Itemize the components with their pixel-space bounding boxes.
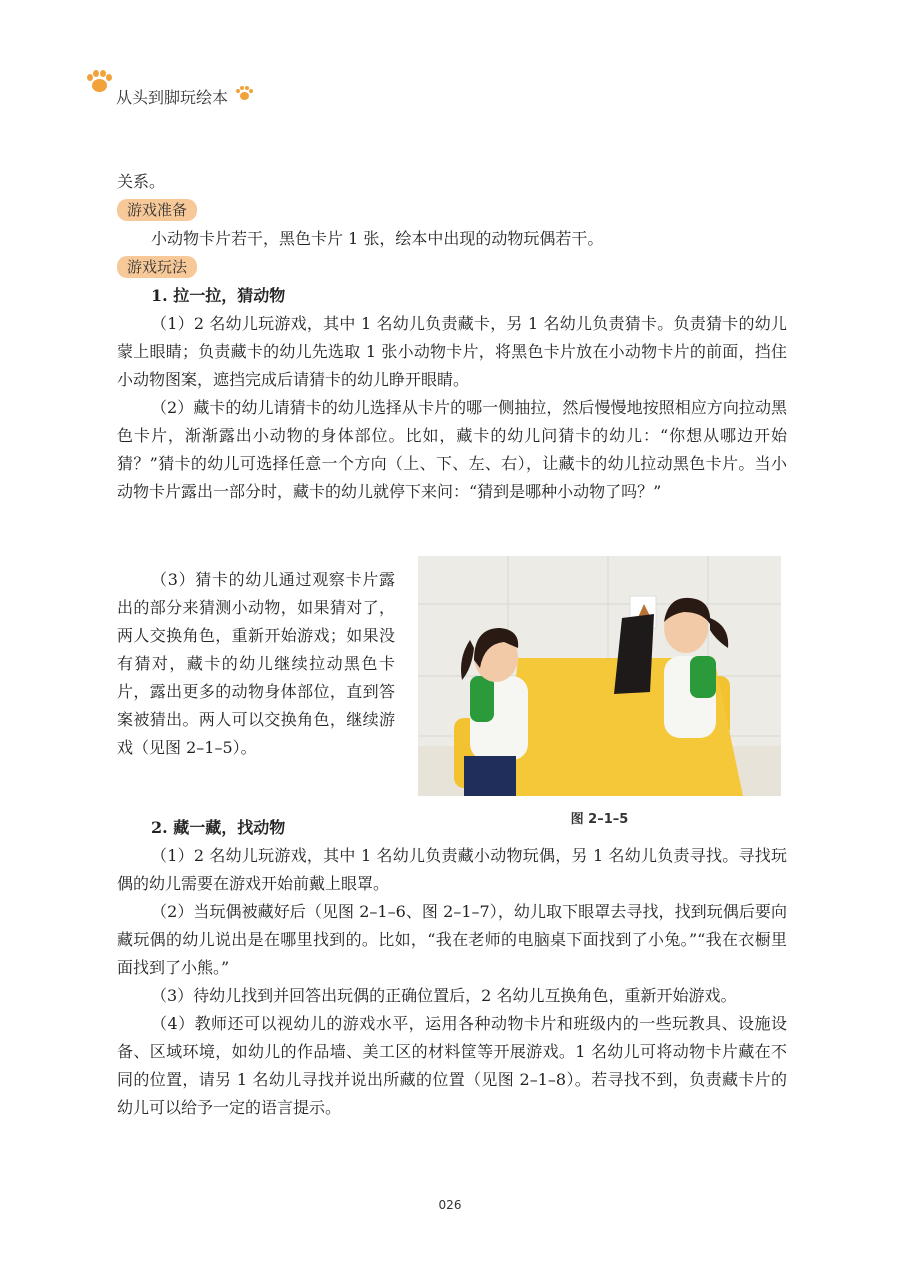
paragraph: 小动物卡片若干，黑色卡片 1 张，绘本中出现的动物玩偶若干。 [151, 229, 604, 248]
running-header [86, 70, 306, 110]
subsection-title: 2. 藏一藏，找动物 [151, 818, 286, 837]
section-tag-play: 游戏玩法 [117, 256, 197, 278]
paragraph: （3）待幼儿找到并回答出玩偶的正确位置后，2 名幼儿互换角色，重新开始游戏。 [151, 986, 737, 1005]
paragraph: （4）教师还可以视幼儿的游戏水平，运用各种动物卡片和班级内的一些玩教具、设施设备、区域环境，如幼儿的作品墙、美工区的材料筐等开展游戏。1 名幼儿可将动物卡片藏在不同的位置，请另 1 名幼儿寻找并说出所藏的位置（见图 2–1–8）。若寻找不到，负责藏卡片的幼儿可以给予一定的语言提示。 [117, 1014, 787, 1117]
lower-text [117, 814, 787, 1122]
upper-text [117, 168, 787, 506]
subsection-title: 1. 拉一拉，猜动物 [151, 286, 286, 305]
book-title: 从头到脚玩绘本 [116, 88, 229, 107]
wrapped-text [117, 566, 395, 762]
page-number: 026 [438, 1198, 462, 1212]
figure-caption: 图 2–1–5 [570, 812, 629, 827]
paragraph: （1）2 名幼儿玩游戏，其中 1 名幼儿负责藏卡，另 1 名幼儿负责猜卡。负责猜卡的幼儿蒙上眼睛；负责藏卡的幼儿先选取 1 张小动物卡片，将黑色卡片放在小动物卡片的前面，挡住小动物图案，遮挡完成后请猜卡的幼儿睁开眼睛。 [117, 314, 787, 389]
paragraph: （3）猜卡的幼儿通过观察卡片露出的部分来猜测小动物，如果猜对了，两人交换角色，重新开始游戏；如果没有猜对，藏卡的幼儿继续拉动黑色卡片，露出更多的动物身体部位，直到答案被猜出。两人可以交换角色，继续游戏（见图 2–1–5）。 [117, 570, 395, 757]
section-tag-prep: 游戏准备 [117, 199, 197, 221]
paragraph: 关系。 [117, 172, 166, 191]
figure-photo [418, 556, 781, 796]
paw-icon [236, 86, 252, 102]
paw-icon [86, 70, 112, 96]
paragraph: （1）2 名幼儿玩游戏，其中 1 名幼儿负责藏小动物玩偶，另 1 名幼儿负责寻找。寻找玩偶的幼儿需要在游戏开始前戴上眼罩。 [117, 846, 787, 893]
paragraph: （2）藏卡的幼儿请猜卡的幼儿选择从卡片的哪一侧抽拉，然后慢慢地按照相应方向拉动黑色卡片，渐渐露出小动物的身体部位。比如，藏卡的幼儿问猜卡的幼儿：“你想从哪边开始猜？”猜卡的幼儿可选择任意一个方向（上、下、左、右），让藏卡的幼儿拉动黑色卡片。当小动物卡片露出一部分时，藏卡的幼儿就停下来问：“猜到是哪种小动物了吗？” [117, 398, 787, 501]
paragraph: （2）当玩偶被藏好后（见图 2–1–6、图 2–1–7），幼儿取下眼罩去寻找，找到玩偶后要向藏玩偶的幼儿说出是在哪里找到的。比如，“我在老师的电脑桌下面找到了小兔。”“我在衣橱里面找到了小熊。” [117, 902, 787, 977]
